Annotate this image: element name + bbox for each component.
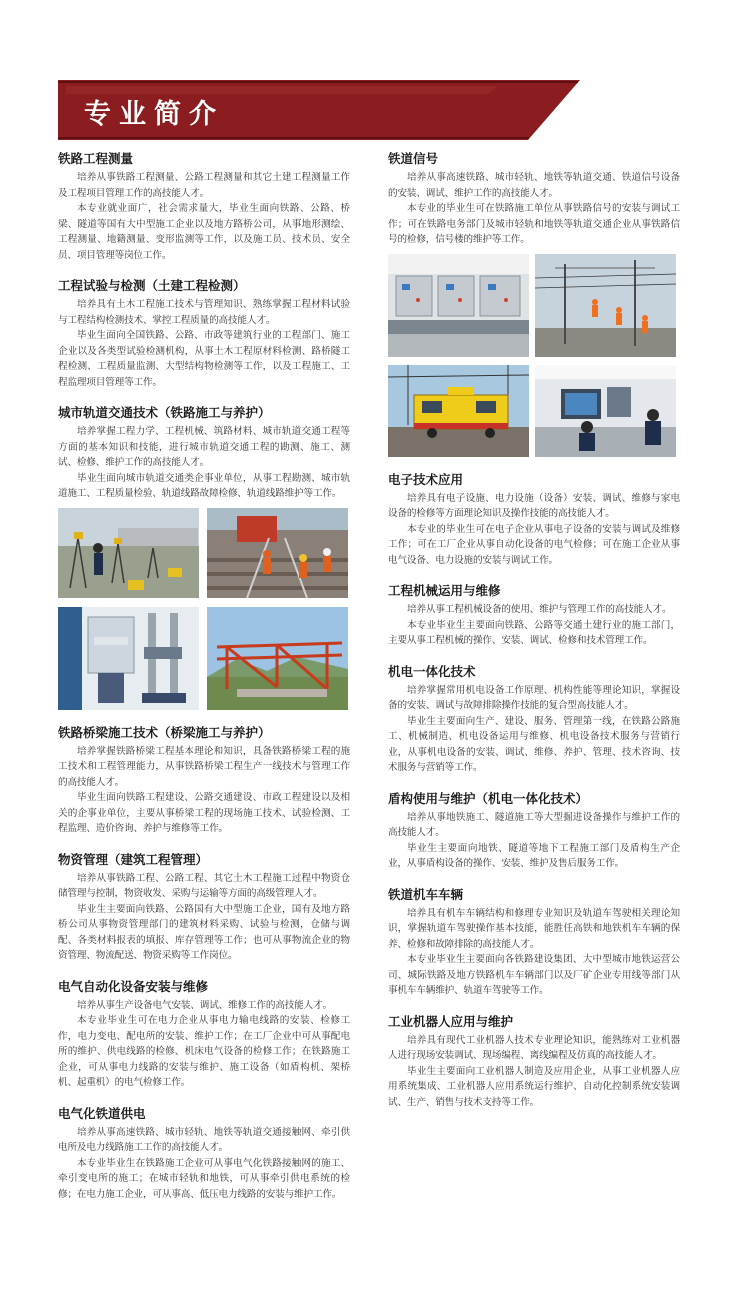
- photo-bridge-launcher: [207, 607, 348, 710]
- major-paragraph: 本专业的毕业生可在铁路施工单位从事铁路信号的安装与调试工作；可在铁路电务部门及城市轻轨和地铁等轨道交通企业从事铁路信号的检修，信号楼的维护等工作。: [388, 203, 680, 245]
- major-section: [58, 724, 350, 837]
- major-paragraph: 培养从事高速铁路、城市轻轨、地铁等轨道交通接触网、牵引供电所及电力线路施工工作的高技能人才。: [58, 1126, 350, 1153]
- major-title: 铁路桥梁施工技术（桥梁施工与养护）: [58, 724, 271, 740]
- major-paragraph: 培养具有机车车辆结构和修理专业知识及轨道车驾驶相关理论知识，掌握轨道车驾驶操作基本技能，能胜任高铁和地铁机车车辆的保养、检修和故障排除的高技能人才。: [388, 907, 680, 950]
- major-title: 工程机械运用与维修: [388, 583, 501, 598]
- major-title: 铁路工程测量: [58, 151, 134, 166]
- major-title: 电气化铁道供电: [58, 1105, 146, 1121]
- photo-grid-signal: [388, 254, 680, 457]
- major-paragraph: 培养从事铁路工程测量、公路工程测量和其它土建工程测量工作及工程项目管理工作的高技能人才。: [58, 172, 350, 199]
- major-paragraph: 培养具有电子设施、电力设施（设备）安装、调试、维修与家电设备的检修等方面理论知识及操作技能的高技能人才。: [388, 492, 680, 519]
- photo-surveying: [58, 508, 199, 598]
- major-section: [58, 150, 350, 263]
- major-paragraph: 培养从事铁路工程、公路工程、其它土木工程施工过程中物资仓储管理与控制，物资收发、采购与运输等方面的高级管理人才。: [58, 872, 350, 899]
- photo-catenary-work: [535, 254, 676, 357]
- major-section: [58, 851, 350, 964]
- major-title: 城市轨道交通技术（铁路施工与养护）: [58, 405, 271, 420]
- major-paragraph: 培养具有现代工业机器人技术专业理论知识，能熟练对工业机器人进行现场安装调试、现场编程、离线编程及仿真的高技能人才。: [388, 1034, 680, 1061]
- major-paragraph: 毕业生主要面向地铁、隧道等地下工程施工部门及盾构生产企业，从事盾构设备的操作、安装、维护及售后服务工作。: [388, 842, 680, 869]
- major-paragraph: 毕业生主要面向工业机器人制造及应用企业，从事工业机器人应用系统集成、工业机器人应用系统运行维护、自动化控制系统安装调试、生产、销售与技术支持等工作。: [388, 1065, 680, 1108]
- major-section: [388, 471, 680, 569]
- major-paragraph: 毕业生面向城市轨道交通类企事业单位，从事工程勘测、城市轨道施工、工程质量检验、轨道线路故障检修、轨道线路维护等工作。: [58, 472, 350, 499]
- major-paragraph: 本专业毕业生主要面向铁路、公路等交通土建行业的施工部门，主要从事工程机械的操作、安装、调试、检修和技术管理工作。: [388, 619, 680, 646]
- major-paragraph: 培养从事地铁施工、隧道施工等大型掘进设备操作与维护工作的高技能人才。: [388, 811, 680, 838]
- major-paragraph: 本专业的毕业生可在电子企业从事电子设备的安装与调试及维修工作；可在工厂企业从事自动化设备的电气检修；可在施工企业从事电气设备、电力设施的安装与调试工作。: [388, 523, 680, 566]
- major-paragraph: 毕业生主要面向生产、建设、服务、管理第一线，在铁路公路施工、机械制造、机电设备运用与维修、机电设备技术服务与营销行业，从事机电设备的安装、调试、维修、养护、管理、技术咨询、技术服务与营销等工作。: [388, 715, 680, 773]
- photo-signal-lab: [388, 254, 529, 357]
- major-paragraph: 毕业生主要面向铁路、公路国有大中型施工企业，国有及地方路桥公司从事物资管理部门的建筑材料采购、试验与检测，仓储与调配、各类材料报表的填报、库存管理等工作；也可从事物流企业的物资管理、物流配送、物资采购等工作岗位。: [58, 903, 350, 961]
- major-title: 铁道机车车辆: [388, 886, 464, 902]
- major-section: [388, 663, 680, 776]
- major-title: 电气自动化设备安装与维修: [58, 978, 209, 994]
- major-section: [388, 790, 680, 872]
- major-section: [388, 582, 680, 649]
- major-paragraph: 本专业就业面广，社会需求量大，毕业生面向铁路、公路、桥梁、隧道等国有大中型施工企业以及地方路桥公司，从事地形测绘、工程测量、地籍测量、变形监测等工作，以及施工员、技术员、安全员、项目管理等岗位工作。: [58, 203, 350, 261]
- major-title: 工业机器人应用与维护: [388, 1013, 514, 1029]
- major-section: [388, 886, 680, 999]
- photo-lab-testing: [58, 607, 199, 710]
- major-section: [58, 404, 350, 502]
- major-paragraph: 本专业毕业生主要面向各铁路建设集团、大中型城市地铁运营公司、城际铁路及地方铁路机车车辆部门以及厂矿企业专用线等部门从事机车车辆维护、轨道车驾驶等工作。: [388, 954, 680, 996]
- major-paragraph: 本专业毕业生在铁路施工企业可从事电气化铁路接触网的施工、牵引变电所的施工；在城市轻轨和地铁，可从事牵引供电系统的检修；在电力施工企业，可从事高、低压电力线路的安装与维护工作。: [58, 1157, 350, 1200]
- major-paragraph: 本专业毕业生可在电力企业从事电力输电线路的安装、检修工作，电力变电、配电所的安装、维护工作；在工厂企业中可从事配电所的维护、供电线路的检修、机床电气设备的检修工作；在铁路施工企业，可从事电力线路的安装与维护、施工设备（如盾构机、架桥机、起重机）的电气检修工作。: [58, 1015, 350, 1088]
- photo-rail-vehicle: [388, 365, 529, 457]
- page-title: 专业简介: [84, 99, 224, 130]
- major-title: 工程试验与检测（土建工程检测）: [58, 278, 246, 293]
- major-title: 电子技术应用: [388, 471, 464, 487]
- major-paragraph: 培养从事高速铁路、城市轻轨、地铁等轨道交通、铁道信号设备的安装、调试、维护工作的高技能人才。: [388, 172, 680, 199]
- major-paragraph: 培养掌握常用机电设备工作原理、机构性能等理论知识，掌握设备的安装、调试与故障排除操作技能的复合型高技能人才。: [388, 684, 680, 711]
- left-column: [58, 150, 350, 1216]
- section-banner: [58, 80, 580, 140]
- photo-track-work: [207, 508, 348, 598]
- major-title: 机电一体化技术: [388, 663, 476, 679]
- major-paragraph: 毕业生面向铁路工程建设、公路交通建设、市政工程建设以及相关的企事业单位，主要从事桥梁工程的现场施工技术、试验检测、工程监理、造价咨询、养护与维修等工作。: [58, 792, 350, 834]
- major-paragraph: 培养掌握铁路桥梁工程基本理论和知识，具备铁路桥梁工程的施工技术和工程管理能力，从事铁路桥梁工程生产一线技术与管理工作的高技能人才。: [58, 745, 350, 788]
- major-paragraph: 培养具有土木工程施工技术与管理知识、熟练掌握工程材料试验与工程结构检测技术、掌控工程质量的高技能人才。: [58, 299, 350, 326]
- major-paragraph: 培养从事工程机械设备的使用、维护与管理工作的高技能人才。: [407, 604, 672, 615]
- major-title: 物资管理（建筑工程管理）: [58, 851, 209, 867]
- major-paragraph: 培养从事生产设备电气安装、调试、维修工作的高技能人才。: [77, 999, 332, 1011]
- major-title: 盾构使用与维护（机电一体化技术）: [388, 790, 589, 806]
- major-title: 铁道信号: [388, 151, 439, 166]
- major-section: [58, 1105, 350, 1203]
- photo-grid-construction: [58, 508, 350, 710]
- major-paragraph: 毕业生面向全国铁路、公路、市政等建筑行业的工程部门、施工企业以及各类型试验检测机构，从事土木工程原材料检测、路桥隧工程检测、工程质量监测、大型结构物检测等工作，以及工程施工、工程监理项目管理等工作。: [58, 330, 350, 388]
- right-column: [388, 150, 680, 1124]
- major-section: [388, 150, 680, 248]
- major-paragraph: 培养掌握工程力学、工程机械、筑路材料、城市轨道交通工程等方面的基本知识和技能，进行城市轨道交通工程的勘测、施工、测试、检修、维护工作的高技能人才。: [58, 426, 350, 468]
- major-section: [58, 277, 350, 390]
- photo-dispatch-room: [535, 365, 676, 457]
- major-section: [58, 978, 350, 1091]
- major-section: [388, 1013, 680, 1111]
